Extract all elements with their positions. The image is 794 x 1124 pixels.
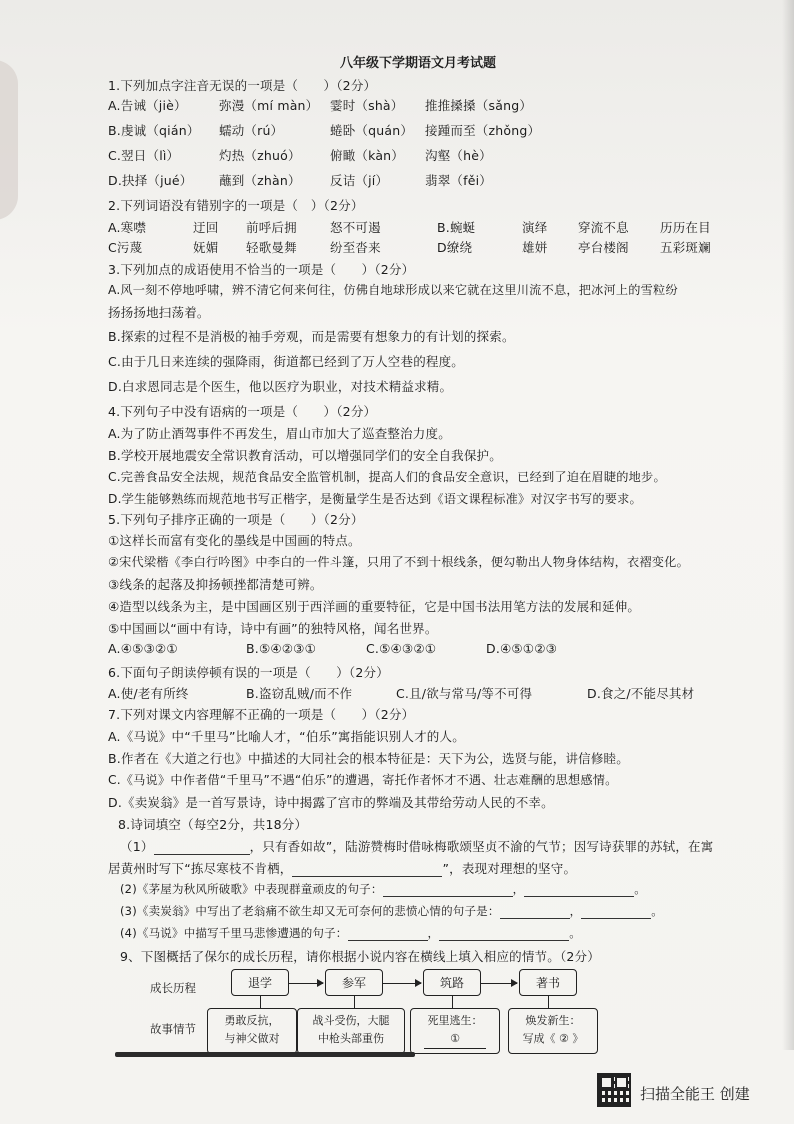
- story-box-1: [207, 1008, 297, 1054]
- q8-stem: 8.诗词填空（每空2分，共18分）: [118, 817, 308, 832]
- q4-stem: 4.下列句子中没有语病的一项是（ ）（2分）: [108, 404, 377, 419]
- page-edge-shadow: [782, 0, 794, 1050]
- q1-a-2: 弥漫（mí màn）: [219, 98, 319, 113]
- q8-part-2-text: (2)《茅屋为秋风所破歌》中表现群童顽皮的句子：: [120, 882, 383, 896]
- page-title: 八年级下学期语文月考试题: [340, 56, 497, 71]
- q2-c-3: 轻歌曼舞: [246, 240, 297, 255]
- q1-stem: 1.下列加点字注音无误的一项是（ ）（2分）: [108, 78, 377, 93]
- q6-option-c: C.且/欲与常马/等不可得: [396, 686, 533, 701]
- q2-b-2: 演绎: [522, 220, 548, 235]
- q8-blank-2[interactable]: [292, 865, 442, 877]
- q3-option-d: D.白求恩同志是个医生，他以医疗为职业，对技术精益求精。: [108, 379, 453, 394]
- q2-a-4: 怒不可遏: [330, 220, 381, 235]
- q2-b-4: 历历在目: [660, 220, 711, 235]
- q8-part-1-text-3: ”，表现对理想的坚守。: [442, 861, 577, 876]
- stage-box-3: 筑路: [423, 969, 481, 996]
- q3-option-c: C.由于几日来连续的强降雨，街道都已经到了万人空巷的程度。: [108, 354, 465, 369]
- q8-blank-8[interactable]: [439, 929, 569, 941]
- story-2-line-2: 中枪头部重伤: [318, 1032, 384, 1045]
- story-box-3: [410, 1008, 500, 1054]
- q8-part-1: [120, 837, 713, 855]
- q8-blank-7[interactable]: [348, 929, 428, 941]
- q5-stem: 5.下列句子排序正确的一项是（ ）（2分）: [108, 512, 364, 527]
- q8-part-1-text-2: 居黄州时写下“拣尽寒枝不肯栖，: [108, 861, 293, 876]
- q5-sentence-4: ④造型以线条为主，是中国画区别于西洋画的重要特征，它是中国书法用笔方法的发展和延伸。: [108, 599, 641, 614]
- story-3-line-1: 死里逃生：: [427, 1014, 483, 1027]
- q2-d-2: 雄姘: [522, 240, 548, 255]
- q2-d-1: D缭绕: [437, 240, 473, 255]
- story-4-line-2[interactable]: 写成《 ② 》: [522, 1032, 584, 1045]
- q8-part-1-cont: [108, 859, 576, 877]
- q6-option-b: B.盗窃乱贼/而不作: [246, 686, 353, 701]
- q1-c-4: 沟壑（hè）: [425, 148, 492, 163]
- q1-a-3: 霎时（shà）: [330, 98, 404, 113]
- q3-option-a-cont: 扬扬扬地扫荡着。: [108, 305, 210, 320]
- story-4-line-1: 焕发新生：: [525, 1014, 581, 1027]
- q2-b-1: B.蜿蜒: [437, 220, 476, 235]
- q8-part-1-number: （1）: [120, 839, 154, 854]
- scan-edge-bar: [115, 1052, 415, 1057]
- q5-sentence-2: ②宋代梁楷《李白行吟图》中李白的一件斗篷，只用了不到十根线条，便勾勒出人物身体结构，衣褶变化。: [108, 555, 689, 569]
- qr-code-icon: [597, 1073, 631, 1107]
- stage-box-1: 退学: [231, 969, 289, 996]
- q1-b-4: 接踵而至（zhǒng）: [425, 123, 541, 138]
- q4-option-b: B.学校开展地震安全常识教育活动，可以增强同学们的安全自我保护。: [108, 448, 502, 463]
- story-box-2: [297, 1008, 405, 1054]
- q5-sentence-3: ③线条的起落及抑扬顿挫都清楚可辨。: [108, 577, 323, 592]
- q7-option-a: A.《马说》中“千里马”比喻人才，“伯乐”寓指能识别人才的人。: [108, 729, 465, 744]
- q2-stem: 2.下列词语没有错别字的一项是（ ）（2分）: [108, 198, 364, 213]
- q7-option-b: B.作者在《大道之行也》中描述的大同社会的根本特征是：天下为公，选贤与能，讲信修睦。: [108, 751, 629, 766]
- q8-part-4: (4)《马说》中描写千里马悲惨遭遇的句子： ， 。: [120, 926, 581, 940]
- q7-option-c: C.《马说》中作者借“千里马”不遇“伯乐”的遭遇，寄托作者怀才不遇、壮志难酬的思想感情。: [108, 773, 618, 787]
- q2-d-4: 五彩斑斓: [660, 240, 711, 255]
- arrow-right-icon: [289, 983, 323, 984]
- connector-line: [452, 996, 453, 1008]
- stage-box-2: 参军: [325, 969, 383, 996]
- q5-sentence-1: ①这样长而富有变化的墨线是中国画的特点。: [108, 533, 361, 548]
- q3-stem: 3.下列加点的成语使用不恰当的一项是（ ）（2分）: [108, 262, 415, 277]
- q1-d-2: 蘸到（zhàn）: [219, 173, 301, 188]
- q1-c-1: C.翌日（lì）: [108, 148, 180, 163]
- q1-d-3: 反诘（jí）: [330, 173, 389, 188]
- q8-blank-3[interactable]: [383, 885, 513, 897]
- story-2-line-1: 战斗受伤，大腿: [312, 1014, 390, 1027]
- q8-blank-4[interactable]: [524, 885, 634, 897]
- q1-b-1: B.虔诚（qián）: [108, 123, 200, 138]
- connector-line: [548, 996, 549, 1008]
- story-3-blank[interactable]: ①: [424, 1030, 486, 1049]
- scanner-watermark: 扫描全能王 创建: [640, 1085, 750, 1103]
- q5-option-d: D.④⑤①②③: [486, 641, 558, 656]
- q2-c-1: C污蔑: [108, 240, 143, 255]
- q1-c-2: 灼热（zhuó）: [219, 148, 301, 163]
- q9-stem: 9、下图概括了保尔的成长历程，请你根据小说内容在横线上填入相应的情节。（2分）: [120, 949, 600, 964]
- thumb-shadow: [0, 60, 18, 220]
- q2-a-3: 前呼后拥: [246, 220, 297, 235]
- q8-blank-6[interactable]: [581, 907, 651, 919]
- q2-c-4: 纷至沓来: [330, 240, 381, 255]
- story-1-line-1: 勇敢反抗，: [224, 1014, 280, 1027]
- q5-option-a: A.④⑤③②①: [108, 641, 178, 656]
- q3-option-b: B.探索的过程不是消极的袖手旁观，而是需要有想象力的有计划的探索。: [108, 329, 515, 344]
- q7-option-d: D.《卖炭翁》是一首写景诗，诗中揭露了宫市的弊端及其带给劳动人民的不幸。: [108, 795, 554, 810]
- q1-a-1: A.告诫（jiè）: [108, 98, 187, 113]
- q8-part-4-text: (4)《马说》中描写千里马悲惨遭遇的句子：: [120, 926, 348, 940]
- story-label: 故事情节: [150, 1022, 196, 1036]
- q4-option-a: A.为了防止酒驾事件不再发生，眉山市加大了巡查整治力度。: [108, 426, 451, 441]
- q1-a-4: 推推搡搡（sǎng）: [425, 98, 533, 113]
- q2-a-1: A.寒噤: [108, 220, 147, 235]
- q8-part-1-text: ，只有香如故”，陆游赞梅时借咏梅歌颂坚贞不渝的气节；因写诗获罪的苏轼，在寓: [249, 839, 714, 854]
- q6-option-a: A.使/老有所终: [108, 686, 189, 701]
- q2-d-3: 亭台楼阁: [578, 240, 629, 255]
- q2-c-2: 妩媚: [193, 240, 219, 255]
- q6-stem: 6.下面句子朗读停顿有误的一项是（ ）（2分）: [108, 665, 389, 680]
- story-box-4: [508, 1008, 598, 1054]
- connector-line: [260, 996, 261, 1008]
- connector-line: [354, 996, 355, 1008]
- growth-label: 成长历程: [150, 981, 196, 995]
- q8-blank-1[interactable]: [154, 843, 250, 855]
- q8-part-3-text: (3)《卖炭翁》中写出了老翁痛不欲生却又无可奈何的悲愤心情的句子是：: [120, 904, 500, 918]
- q1-b-2: 蠕动（rú）: [219, 123, 284, 138]
- q3-option-a: A.风一刻不停地呼啸，辨不清它何来何往，仿佛自地球形成以来它就在这里川流不息，把冰河上的雪粒纷: [108, 283, 678, 297]
- q1-d-4: 翡翠（fěi）: [425, 173, 492, 188]
- story-1-line-2: 与神父做对: [224, 1032, 280, 1045]
- q8-part-2: (2)《茅屋为秋风所破歌》中表现群童顽皮的句子： ， 。: [120, 882, 646, 896]
- q6-option-d: D.食之/不能尽其材: [587, 686, 695, 701]
- q8-part-3: (3)《卖炭翁》中写出了老翁痛不欲生却又无可奈何的悲愤心情的句子是： ， 。: [120, 904, 663, 918]
- q1-d-1: D.抉择（jué）: [108, 173, 193, 188]
- q1-c-3: 俯瞰（kàn）: [330, 148, 405, 163]
- arrow-right-icon: [383, 983, 421, 984]
- q1-b-3: 蜷卧（quán）: [330, 123, 414, 138]
- q5-option-c: C.⑤④③②①: [366, 641, 437, 656]
- q8-blank-5[interactable]: [500, 907, 570, 919]
- q4-option-c: C.完善食品安全法规，规范食品安全监管机制，提高人们的食品安全意识，已经到了迫在眉睫的地步。: [108, 470, 666, 484]
- q2-a-2: 迂回: [193, 220, 219, 235]
- q4-option-d: D.学生能够熟练而规范地书写正楷字，是衡量学生是否达到《语文课程标准》对汉字书写的要求。: [108, 492, 642, 506]
- q2-b-3: 穿流不息: [578, 220, 629, 235]
- q5-sentence-5: ⑤中国画以“画中有诗，诗中有画”的独特风格，闻名世界。: [108, 621, 438, 636]
- q5-option-b: B.⑤④②③①: [246, 641, 316, 656]
- arrow-right-icon: [481, 983, 517, 984]
- stage-box-4: 著书: [519, 969, 577, 996]
- q7-stem: 7.下列对课文内容理解不正确的一项是（ ）（2分）: [108, 707, 415, 722]
